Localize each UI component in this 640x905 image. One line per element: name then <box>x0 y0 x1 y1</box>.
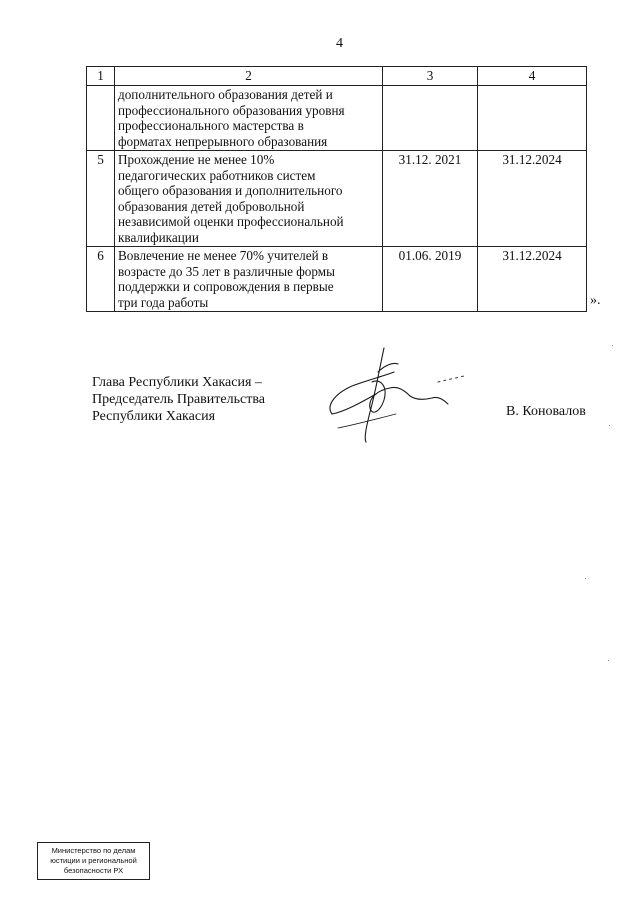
signatory-title <box>92 374 265 425</box>
handwritten-signature <box>318 342 478 450</box>
row-description <box>115 86 383 151</box>
row-number: 5 <box>87 151 115 247</box>
row-description <box>115 151 383 247</box>
table-header-row <box>87 67 587 86</box>
description-line: Вовлечение не менее 70% учителей в <box>118 248 329 263</box>
table-header-cell: 2 <box>115 67 383 86</box>
signatory-name: В. Коновалов <box>506 404 586 419</box>
speck <box>612 345 613 346</box>
speck <box>608 660 609 661</box>
table-row <box>87 151 587 247</box>
signatory-title-line: Глава Республики Хакасия – <box>92 375 262 390</box>
activities-table <box>86 66 587 312</box>
table-row <box>87 247 587 312</box>
row-number: 6 <box>87 247 115 312</box>
description-line: независимой оценки профессиональной <box>118 214 344 229</box>
description-line: общего образования и дополнительного <box>118 183 343 198</box>
row-number <box>87 86 115 151</box>
stamp-line: юстиции и региональной <box>50 856 137 865</box>
table-header-cell: 4 <box>478 67 587 86</box>
row-description <box>115 247 383 312</box>
end-date <box>478 86 587 151</box>
description-line: образования детей добровольной <box>118 198 305 214</box>
description-line: педагогических работников систем <box>118 167 316 183</box>
start-date: 01.06. 2019 <box>383 247 478 312</box>
registration-stamp <box>37 842 150 880</box>
description-line: возрасте до 35 лет в различные формы <box>118 263 335 279</box>
description-line: поддержки и сопровождения в первые <box>118 279 334 294</box>
description-line: квалификации <box>118 229 199 245</box>
end-date: 31.12.2024 <box>478 247 587 312</box>
signatory-title-line: Республики Хакасия <box>92 409 216 424</box>
page-number: 4 <box>336 36 343 51</box>
description-line: три года работы <box>118 294 209 310</box>
stamp-line: безопасности РХ <box>63 866 124 875</box>
table-header-cell: 3 <box>383 67 478 86</box>
closing-quote: ». <box>590 293 601 308</box>
description-line: дополнительного образования детей и <box>118 87 333 102</box>
signatory-title-line: Председатель Правительства <box>92 392 265 407</box>
table-row <box>87 86 587 151</box>
end-date: 31.12.2024 <box>478 151 587 247</box>
description-line: Прохождение не менее 10% <box>118 152 275 167</box>
start-date <box>383 86 478 151</box>
speck <box>609 425 610 426</box>
description-line: профессионального образования уровня <box>118 102 345 118</box>
description-line: форматах непрерывного образования <box>118 133 328 149</box>
stamp-line: Министерство по делам <box>51 846 136 855</box>
start-date: 31.12. 2021 <box>383 151 478 247</box>
table-header-cell: 1 <box>87 67 115 86</box>
description-line: профессионального мастерства в <box>118 118 304 133</box>
speck <box>585 578 586 579</box>
